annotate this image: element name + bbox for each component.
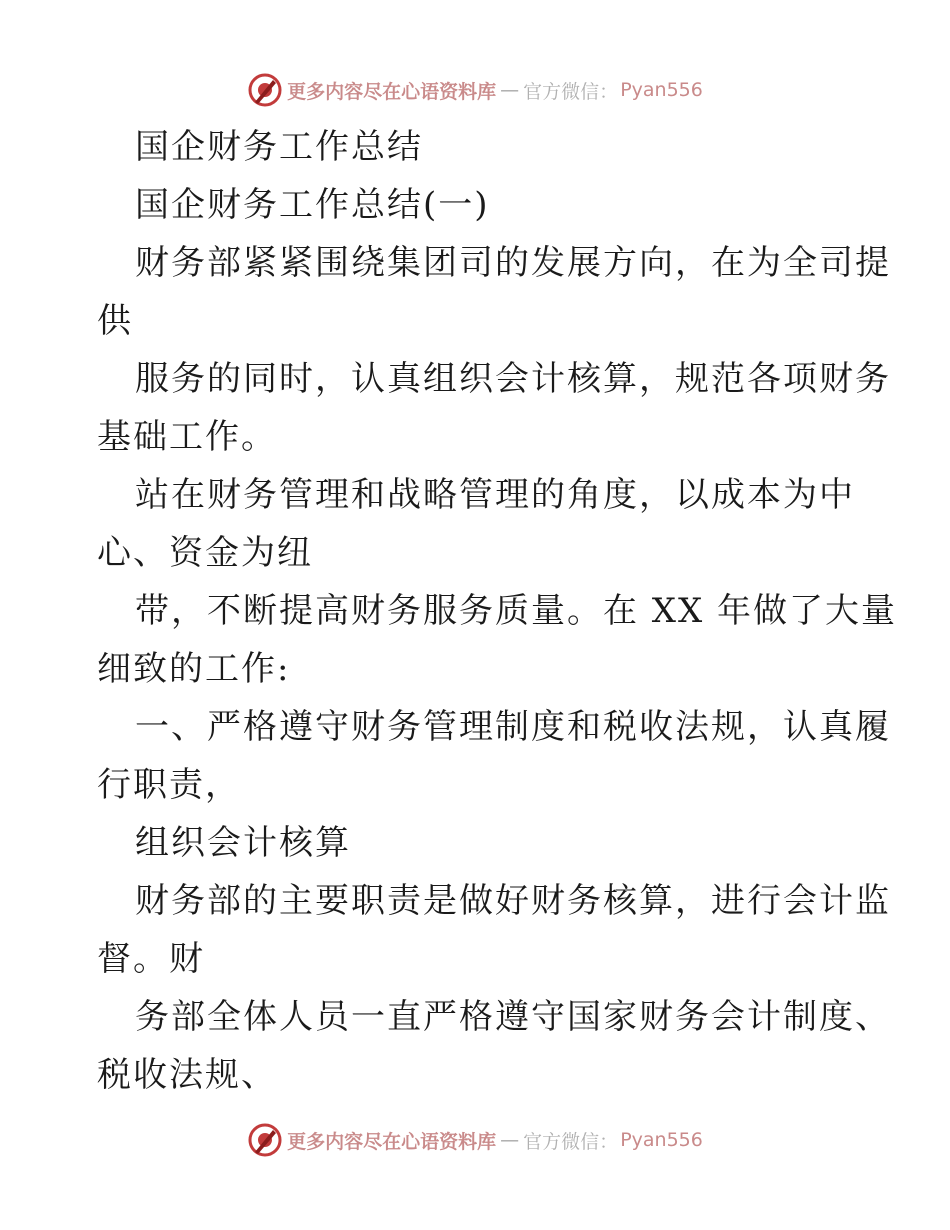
watermark-wechat-id: Pyan556 [620, 79, 703, 101]
pen-logo-icon [247, 1122, 283, 1158]
watermark-main-text: 更多内容尽在心语资料库 [287, 1130, 497, 1153]
text-line: 供 [97, 301, 133, 341]
doc-subtitle: 国企财务工作总结(一) [135, 185, 490, 225]
watermark-sub-text: 官方微信： [523, 80, 619, 103]
text-line: 站在财务管理和战略管理的角度，以成本为中 [135, 475, 855, 515]
text-line: 行职责， [97, 765, 241, 805]
text-line: 组织会计核算 [135, 823, 351, 863]
text-line: 财务部紧紧围绕集团司的发展方向，在为全司提 [135, 243, 891, 283]
section-heading: 一、严格遵守财务管理制度和税收法规，认真履 [135, 707, 891, 747]
watermark-sub-text: 官方微信： [523, 1130, 619, 1153]
text-line: 务部全体人员一直严格遵守国家财务会计制度、 [135, 997, 891, 1037]
footer-watermark [0, 1120, 950, 1160]
text-line: 财务部的主要职责是做好财务核算，进行会计监 [135, 881, 891, 921]
text-line: 税收法规、 [97, 1055, 277, 1095]
header-watermark [0, 70, 950, 110]
pen-logo-icon [247, 72, 283, 108]
text-line: 心、资金为纽 [97, 533, 313, 573]
watermark-wechat-id: Pyan556 [620, 1129, 703, 1151]
watermark-separator: — [500, 1129, 520, 1151]
text-line: 细致的工作: [97, 649, 291, 689]
text-line: 基础工作。 [97, 417, 277, 457]
text-line: 督。财 [97, 939, 205, 979]
document-body [97, 118, 898, 1104]
text-line: 服务的同时，认真组织会计核算，规范各项财务 [135, 359, 891, 399]
text-line: 带，不断提高财务服务质量。在 XX 年做了大量 [135, 591, 898, 631]
watermark-main-text: 更多内容尽在心语资料库 [287, 80, 497, 103]
watermark-separator: — [500, 79, 520, 101]
doc-title: 国企财务工作总结 [135, 127, 423, 167]
